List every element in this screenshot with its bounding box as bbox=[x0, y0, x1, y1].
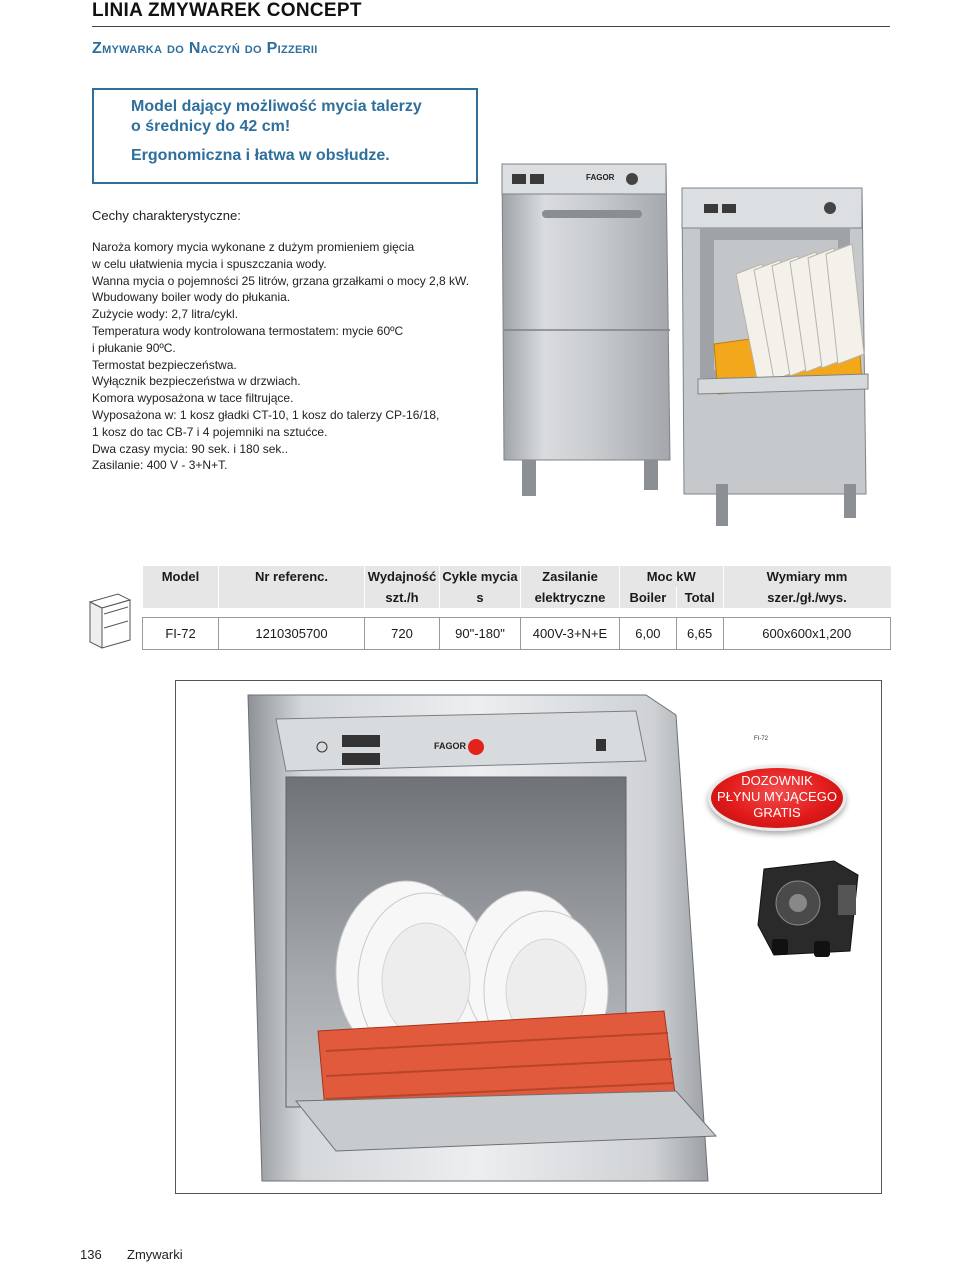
dishwasher-icon bbox=[88, 592, 132, 650]
subcol-dimensions-unit: szer./gł./wys. bbox=[723, 587, 891, 608]
subcol-model bbox=[143, 587, 219, 608]
highlight-line-3: Ergonomiczna i łatwa w obsłudze. bbox=[131, 147, 390, 164]
col-cycles: Cykle mycia bbox=[440, 566, 521, 587]
brand-logo: FAGOR bbox=[586, 173, 615, 182]
badge-line-1: DOZOWNIK bbox=[741, 773, 813, 788]
feature-line: w celu ułatwienia mycia i spuszczania wody. bbox=[92, 256, 327, 271]
subcol-boiler: Boiler bbox=[620, 587, 677, 608]
subcol-reference bbox=[219, 587, 365, 608]
cell-dimensions: 600x600x1,200 bbox=[723, 618, 891, 650]
feature-line: Naroża komory mycia wykonane z dużym promieniem gięcia bbox=[92, 240, 415, 254]
feature-line: Wyposażona w: 1 kosz gładki CT-10, 1 kosz do talerzy CP-16/18, bbox=[92, 407, 440, 422]
brand-logo: FAGOR bbox=[434, 741, 467, 751]
cell-power-supply: 400V-3+N+E bbox=[521, 618, 620, 650]
highlight-line-1: Model dający możliwość mycia talerzy bbox=[131, 98, 422, 115]
free-dispenser-badge bbox=[708, 765, 846, 831]
subcol-cycles-unit: s bbox=[440, 587, 521, 608]
feature-line: Wbudowany boiler wody do płukania. bbox=[92, 290, 291, 305]
cell-total: 6,65 bbox=[676, 618, 723, 650]
cell-reference: 1210305700 bbox=[219, 618, 365, 650]
page-number: 136 bbox=[80, 1247, 102, 1262]
feature-line: Dwa czasy mycia: 90 sek. i 180 sek.. bbox=[92, 441, 289, 456]
badge-line-2: PŁYNU MYJĄCEGO bbox=[717, 789, 837, 804]
subcol-capacity-unit: szt./h bbox=[365, 587, 440, 608]
features-list bbox=[92, 239, 469, 474]
feature-line: Temperatura wody kontrolowana termostatem: mycie 60ºC bbox=[92, 323, 404, 338]
spec-table bbox=[142, 566, 891, 650]
col-model: Model bbox=[143, 566, 219, 587]
dishwasher-open-image bbox=[678, 184, 870, 528]
feature-line: Wyłącznik bezpieczeństwa w drzwiach. bbox=[92, 374, 301, 389]
subcol-total: Total bbox=[676, 587, 723, 608]
feature-line: Wanna mycia o pojemności 25 litrów, grzana grzałkami o mocy 2,8 kW. bbox=[92, 273, 470, 288]
cell-cycles: 90"-180" bbox=[440, 618, 521, 650]
feature-line: Zasilanie: 400 V - 3+N+T. bbox=[92, 458, 228, 473]
feature-line: Termostat bezpieczeństwa. bbox=[92, 357, 237, 372]
cell-capacity: 720 bbox=[365, 618, 440, 650]
dishwasher-closed-image bbox=[494, 160, 674, 500]
feature-line: Komora wyposażona w tace filtrujące. bbox=[92, 391, 294, 406]
features-title: Cechy charakterystyczne: bbox=[92, 208, 241, 223]
col-power-kw: Moc kW bbox=[620, 566, 724, 587]
badge-line-3: GRATIS bbox=[753, 805, 801, 820]
subcol-power-supply-type: elektryczne bbox=[521, 587, 620, 608]
product-photo-frame bbox=[175, 680, 882, 1194]
page-title: LINIA ZMYWAREK CONCEPT bbox=[92, 0, 362, 21]
page-subtitle: Zmywarka do Naczyń do Pizzerii bbox=[92, 40, 318, 57]
feature-line: Zużycie wody: 2,7 litra/cykl. bbox=[92, 307, 239, 322]
table-spacer bbox=[143, 608, 891, 618]
feature-line: i płukanie 90ºC. bbox=[92, 340, 176, 355]
model-label: FI-72 bbox=[754, 736, 769, 742]
highlight-box bbox=[92, 88, 478, 184]
col-capacity: Wydajność bbox=[365, 566, 440, 587]
highlight-line-2: o średnicy do 42 cm! bbox=[131, 118, 291, 135]
header-divider bbox=[92, 26, 890, 27]
feature-line: 1 kosz do tac CB-7 i 4 pojemniki na sztućce. bbox=[92, 424, 328, 439]
col-power-supply: Zasilanie bbox=[521, 566, 620, 587]
cell-model: FI-72 bbox=[143, 618, 219, 650]
dosing-pump-image bbox=[754, 855, 864, 965]
cell-boiler: 6,00 bbox=[620, 618, 677, 650]
footer-section: Zmywarki bbox=[127, 1247, 183, 1262]
col-dimensions: Wymiary mm bbox=[723, 566, 891, 587]
table-header-row bbox=[143, 566, 891, 587]
table-subheader-row bbox=[143, 587, 891, 608]
col-reference: Nr referenc. bbox=[219, 566, 365, 587]
table-row bbox=[143, 618, 891, 650]
